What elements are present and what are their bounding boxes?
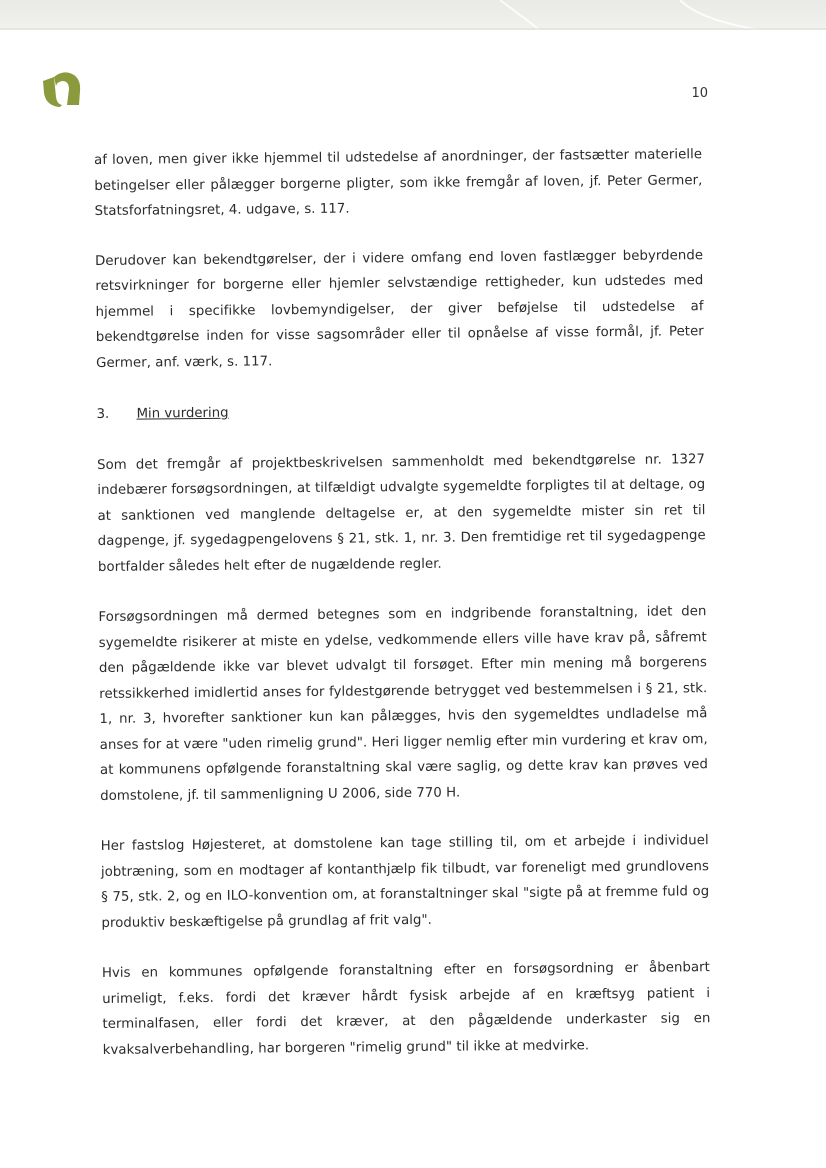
body-paragraph: Derudover kan bekendtgørelser, der i videre omfang end loven fastlægger bebyrdende retsvirkninger for borgerne eller hjemler selvstændige rettigheder, kun udstedes med hjemmel i specifikke lovbemyndigelser, der giver beføjelse til udstedelse af bekendtgørelse inden for visse sagsområder eller til opnåelse af visse formål, jf. Peter Germer, anf. værk, s. 117. <box>95 247 704 371</box>
section-heading <box>96 396 704 427</box>
body-paragraph: af loven, men giver ikke hjemmel til udstedelse af anordninger, der fastsætter materielle betingelser eller pålægger borgerne pligter, som ikke fremgår af loven, jf. Peter Germer, Statsforfatningsret, 4. udgave, s. 117. <box>94 147 703 219</box>
ombudsman-logo-icon <box>40 71 82 109</box>
section-title: Min vurdering <box>136 405 229 422</box>
body-paragraph: Hvis en kommunes opfølgende foranstaltning efter en forsøgsordning er åbenbart urimeligt, f.eks. fordi det kræver hårdt fysisk arbejde af en kræftsyg patient i terminalfasen, eller fordi det kræver, at den pågældende underkaster sig en kvaksalverbehandling, har borgeren "rimelig grund" til ikke at medvirke. <box>101 960 711 1058</box>
section-number: 3. <box>96 406 110 422</box>
body-paragraph: Forsøgsordningen må dermed betegnes som en indgribende foranstaltning, idet den sygemeldte risikerer at miste en ydelse, vedkommende ellers ville have krav på, såfremt den pågældende ikke var blevet udvalgt til forsøget. Efter min mening må borgerens retssikkerhed imidlertid anses for fyldestgørende betrygget ved bestemmelsen i § 21, stk. 1, nr. 3, hvorefter sanktioner kun kan pålægges, hvis den sygemeldtes undladelse må anses for at være "uden rimelig grund". Heri ligger nemlig efter min vurdering et krav om, at kommunens opfølgende foranstaltning skal være saglig, og dette krav kan prøves ved domstolene, jf. til sammenligning U 2006, side 770 H. <box>98 604 709 804</box>
document-body <box>94 142 711 1063</box>
page-number: 10 <box>691 86 708 101</box>
scan-edge-marks <box>0 0 826 30</box>
body-paragraph: Her fastslog Højesteret, at domstolene kan tage stilling til, om et arbejde i individuel jobtræning, som en modtager af kontanthjælp fik tilbudt, var foreneligt med grundlovens § 75, stk. 2, og en ILO-konvention om, at foranstaltninger skal "sigte på at fremme fuld og produktiv beskæftigelse på grundlag af frit valg". <box>100 833 710 931</box>
scan-edge-band <box>0 0 826 30</box>
body-paragraph: Som det fremgår af projektbeskrivelsen sammenholdt med bekendtgørelse nr. 1327 indebærer forsøgsordningen, at tilfældigt udvalgte sygemeldte forpligtes til at deltage, og at sanktionen ved manglende deltagelse er, at den sygemeldte mister sin ret til dagpenge, jf. sygedagpengelovens § 21, stk. 1, nr. 3. Den fremtidige ret til sygedagpenge bortfalder således helt efter de nugældende regler. <box>96 451 706 575</box>
